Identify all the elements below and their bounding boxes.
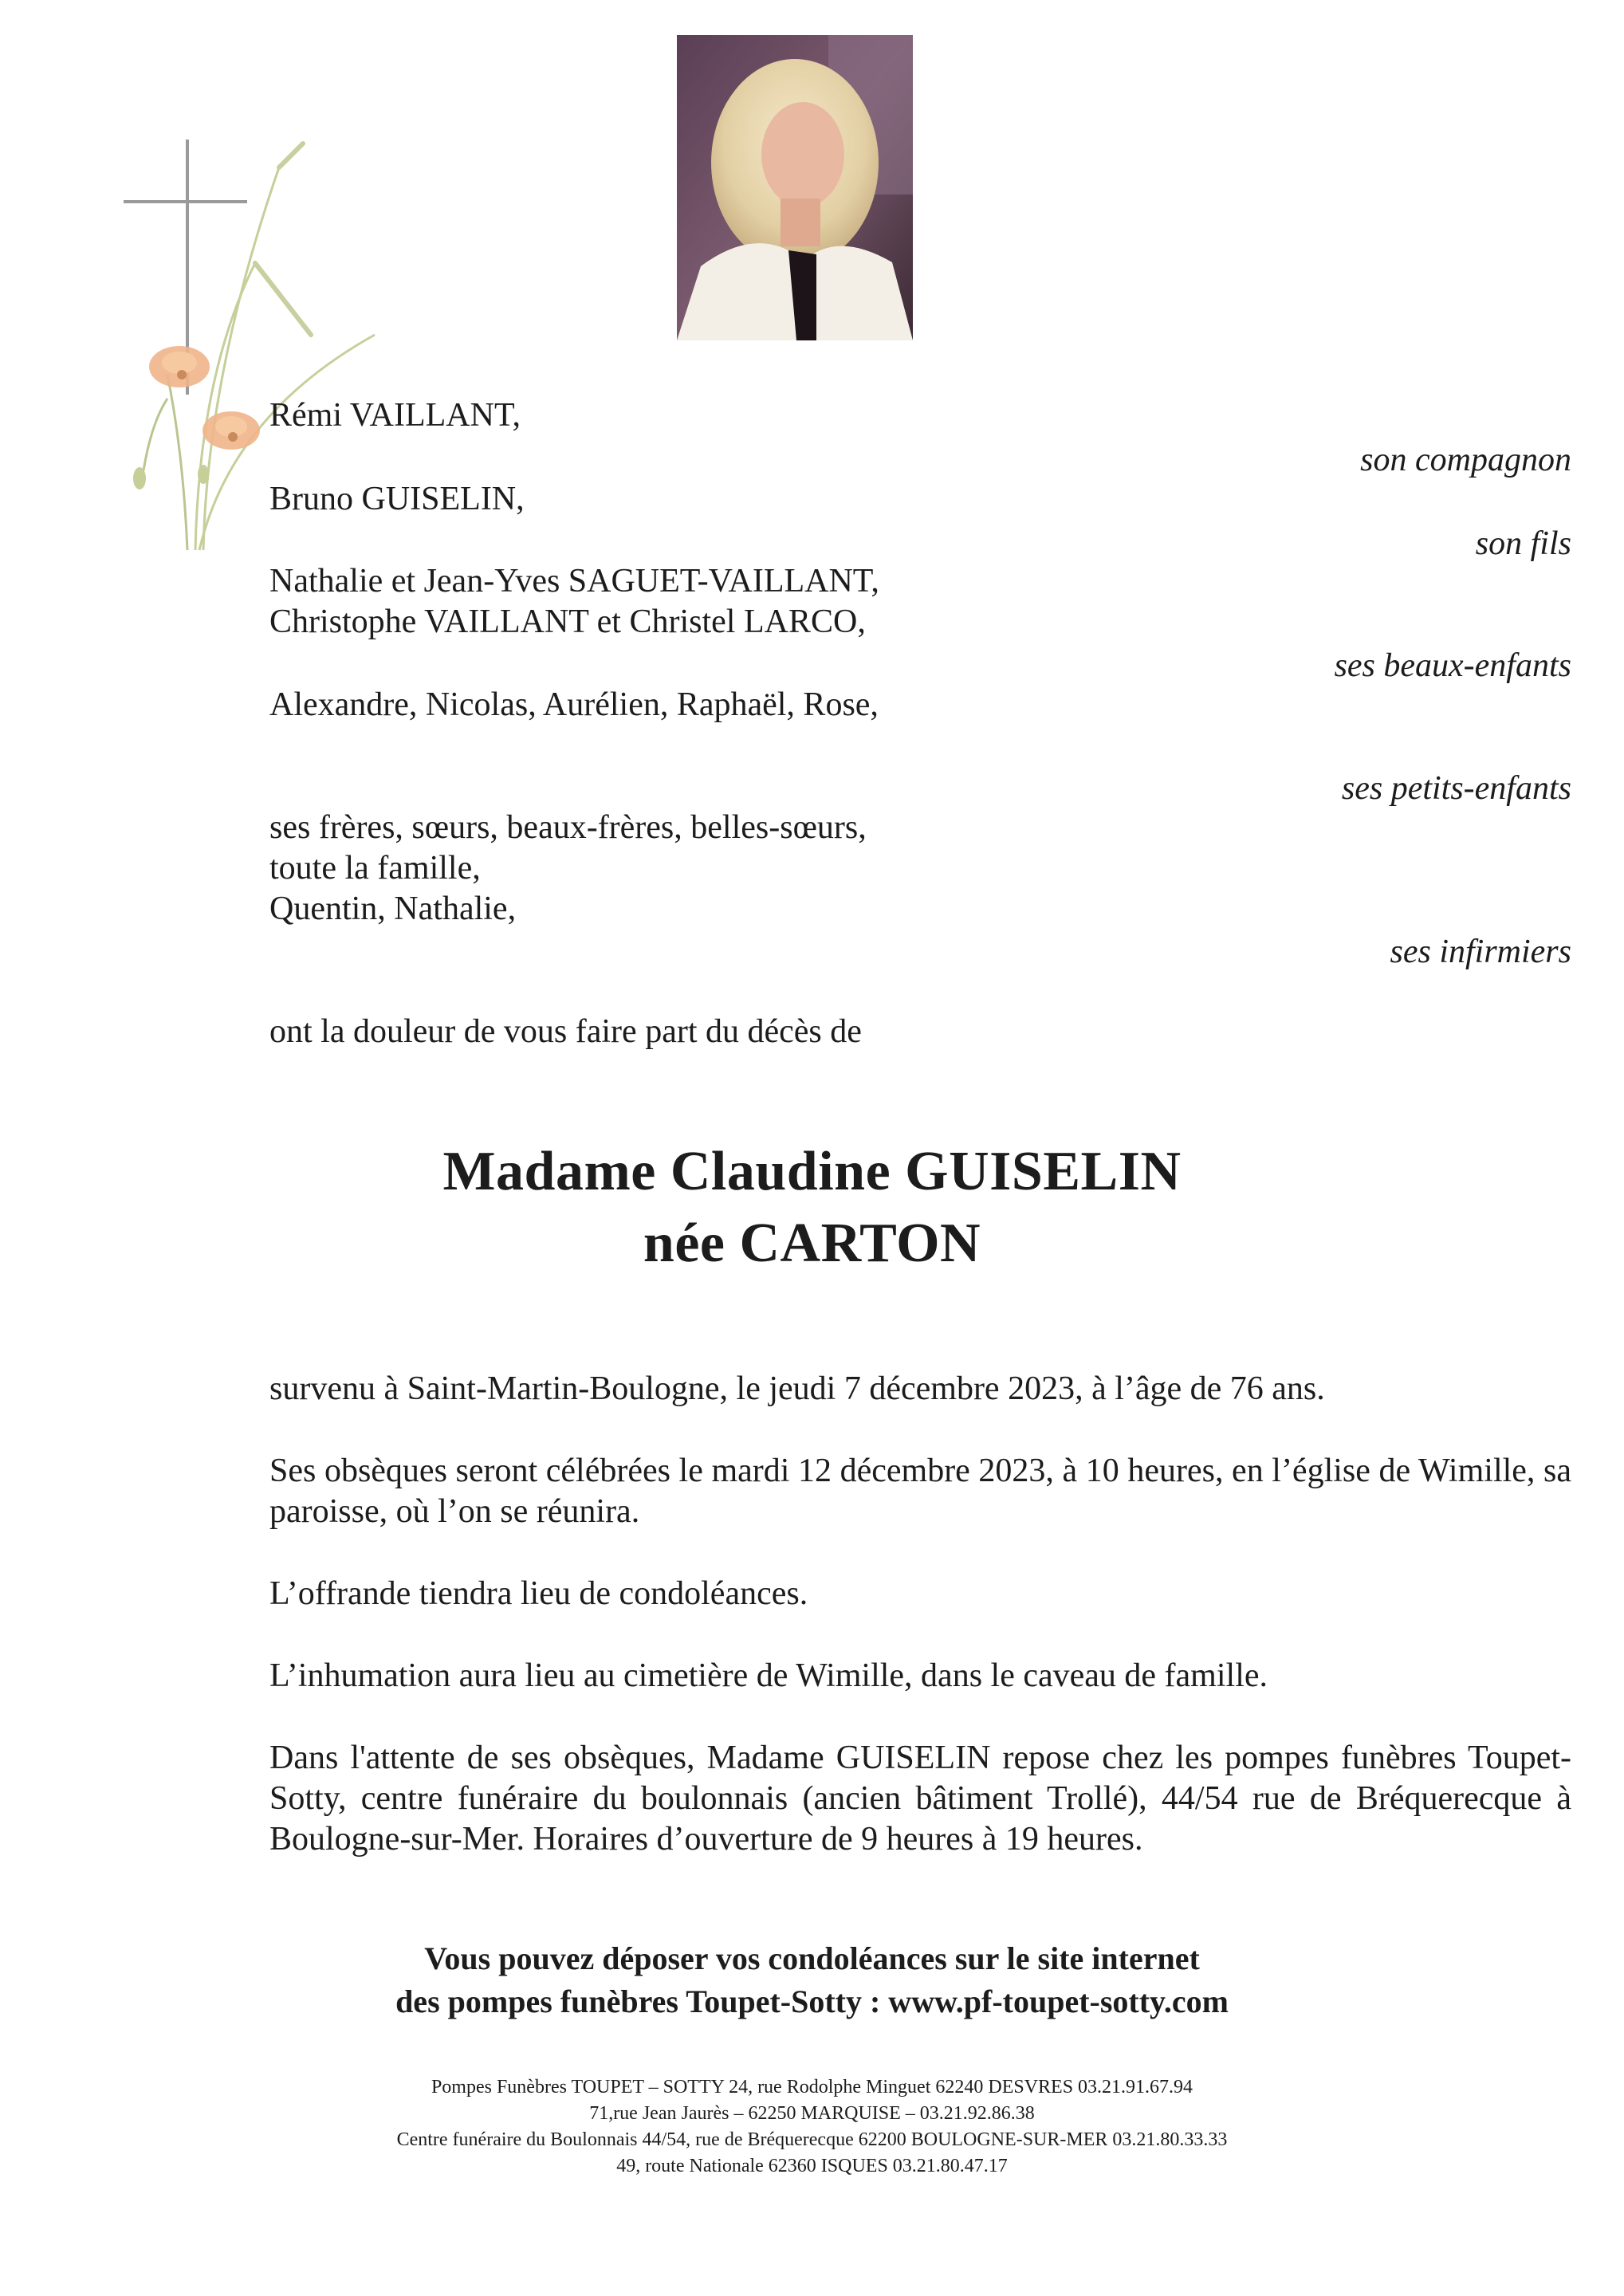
poppy-icon [203, 411, 260, 450]
repose-paragraph: Dans l'attente de ses obsèques, Madame GUISELIN repose chez les pompes funèbres Toupet-Sotty, centre funéraire du boulonnais (ancien bâtiment Trollé), 44/54 rue de Bréquerecque à Boulogne-sur-Mer. Horaires d’ouverture de 9 heures à 19 heures. [269, 1740, 1571, 1858]
portrait-image [677, 35, 913, 340]
family-name-line: ses frères, sœurs, beaux-frères, belles-sœurs, [269, 809, 867, 846]
deceased-name: Madame Claudine GUISELIN [442, 1141, 1182, 1202]
offering-paragraph: L’offrande tiendra lieu de condoléances. [269, 1575, 808, 1612]
family-name-line: Alexandre, Nicolas, Aurélien, Raphaël, Rose, [269, 686, 879, 723]
announcement-text: ont la douleur de vous faire part du décès de [269, 1013, 862, 1050]
condolences-notice-line: des pompes funèbres Toupet-Sotty : www.pf-toupet-sotty.com [395, 1983, 1229, 2019]
relation-label: ses beaux-enfants [1334, 647, 1571, 684]
relation-label: son compagnon [1360, 442, 1571, 478]
family-name-line: toute la famille, [269, 850, 481, 887]
address-line: 49, route Nationale 62360 ISQUES 03.21.80.47.17 [616, 2156, 1008, 2176]
family-name-line: Quentin, Nathalie, [269, 890, 517, 927]
death-details-paragraph: survenu à Saint-Martin-Boulogne, le jeudi 7 décembre 2023, à l’âge de 76 ans. [269, 1370, 1325, 1407]
poppy-icon [149, 346, 210, 387]
condolences-notice-line: Vous pouvez déposer vos condoléances sur le site internet [424, 1940, 1200, 1976]
funeral-paragraph: Ses obsèques seront célébrées le mardi 12 décembre 2023, à 10 heures, en l’église de Wimille, sa paroisse, où l’on se réunira. [269, 1453, 1571, 1530]
relation-label: son fils [1475, 525, 1571, 562]
family-name-line: Bruno GUISELIN, [269, 481, 525, 517]
relation-label: ses infirmiers [1390, 934, 1571, 970]
deceased-maiden-name: née CARTON [643, 1213, 981, 1274]
address-line: Centre funéraire du Boulonnais 44/54, rue de Bréquerecque 62200 BOULOGNE-SUR-MER 03.21.80.33.33 [396, 2129, 1228, 2150]
portrait-photo [677, 35, 913, 340]
relation-label: ses petits-enfants [1341, 770, 1571, 807]
family-name-line: Nathalie et Jean-Yves SAGUET-VAILLANT, [269, 563, 879, 600]
family-name-line: Christophe VAILLANT et Christel LARCO, [269, 603, 866, 640]
family-name-line: Rémi VAILLANT, [269, 397, 521, 434]
address-line: Pompes Funèbres TOUPET – SOTTY 24, rue Rodolphe Minguet 62240 DESVRES 03.21.91.67.94 [431, 2077, 1193, 2097]
burial-paragraph: L’inhumation aura lieu au cimetière de Wimille, dans le caveau de famille. [269, 1657, 1268, 1694]
address-line: 71,rue Jean Jaurès – 62250 MARQUISE – 03.21.92.86.38 [589, 2103, 1035, 2124]
